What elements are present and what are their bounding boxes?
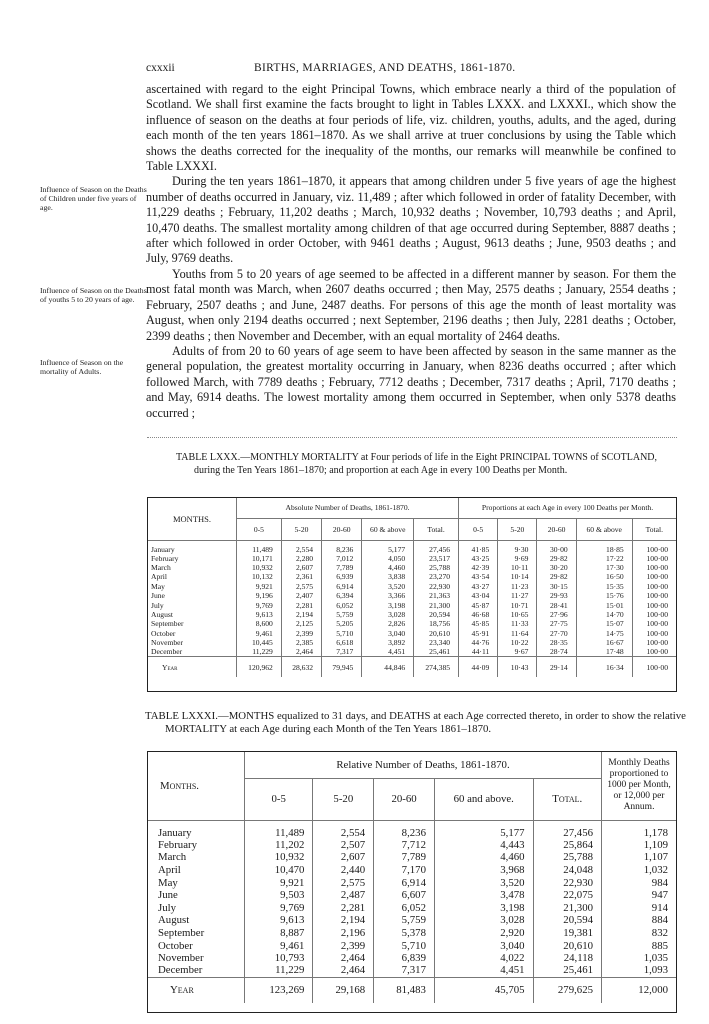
table81-col-header: 0-5 [245, 778, 313, 820]
table-cell: 9·69 [498, 554, 537, 563]
running-header [146, 62, 676, 78]
table-cell: 10,171 [237, 554, 282, 563]
table-cell: 2,464 [281, 647, 321, 657]
total-cell: 44,846 [362, 657, 414, 677]
table-cell: 27,456 [414, 540, 459, 554]
total-cell: 81,483 [374, 977, 435, 1003]
table-cell: 9,503 [245, 889, 313, 902]
table-cell: 30·15 [537, 582, 576, 591]
table-row [148, 914, 676, 927]
table-cell: 11,229 [237, 647, 282, 657]
table80-col-header: 5-20 [498, 518, 537, 540]
table-row [148, 901, 676, 914]
table-cell: 2,575 [313, 876, 374, 889]
table-cell: 8,600 [237, 619, 282, 628]
table-cell: 1,032 [602, 864, 677, 877]
table-cell: 947 [602, 889, 677, 902]
table-row [148, 889, 676, 902]
table-cell: 10·65 [498, 610, 537, 619]
total-cell: 28,632 [281, 657, 321, 677]
table-cell: 3,028 [434, 914, 533, 927]
table-cell: 4,460 [434, 851, 533, 864]
table-cell: 3,520 [362, 582, 414, 591]
table-cell: 4,443 [434, 839, 533, 852]
table-cell: 3,198 [434, 901, 533, 914]
table-row [148, 619, 676, 628]
page-number: cxxxii [146, 62, 175, 74]
table-row [148, 964, 676, 977]
table-cell: 5,710 [374, 939, 435, 952]
table81-grid [148, 752, 676, 1003]
table-cell: 24,048 [533, 864, 601, 877]
table-cell: 30·00 [537, 540, 576, 554]
table-cell: 4,460 [362, 563, 414, 572]
table-cell: 6,939 [322, 572, 362, 581]
table-cell: 8,887 [245, 927, 313, 940]
total-cell: 12,000 [602, 977, 677, 1003]
table-cell: 884 [602, 914, 677, 927]
table-cell: 5,710 [322, 629, 362, 638]
table-cell: 11·27 [498, 591, 537, 600]
table-cell: 885 [602, 939, 677, 952]
table-cell: 16·67 [576, 638, 632, 647]
table-cell: 6,607 [374, 889, 435, 902]
running-title: BIRTHS, MARRIAGES, AND DEATHS, 1861-1870. [254, 62, 516, 74]
table-cell: 9,921 [237, 582, 282, 591]
table-cell: 23,270 [414, 572, 459, 581]
table-cell: 2,440 [313, 864, 374, 877]
table-row [148, 610, 676, 619]
row-label: September [158, 926, 205, 939]
table-cell: 27·70 [537, 629, 576, 638]
table-cell: 10,932 [237, 563, 282, 572]
table-cell: 5,759 [322, 610, 362, 619]
table-cell: 984 [602, 876, 677, 889]
table81-col-header: 5-20 [313, 778, 374, 820]
table-cell: 9·67 [498, 647, 537, 657]
table80-col-header: 0-5 [237, 518, 282, 540]
table-cell: 27·96 [537, 610, 576, 619]
table-row [148, 554, 676, 563]
table-cell: 7,170 [374, 864, 435, 877]
table-cell: 10,470 [245, 864, 313, 877]
table-cell: 42·39 [459, 563, 498, 572]
table-cell: 100·00 [632, 647, 676, 657]
table-cell: 6,394 [322, 591, 362, 600]
row-label: March [158, 851, 187, 864]
table-cell: 100·00 [632, 563, 676, 572]
table-cell: 2,575 [281, 582, 321, 591]
table-cell: 2,554 [281, 540, 321, 554]
table-cell: 43·25 [459, 554, 498, 563]
table-cell: 2,361 [281, 572, 321, 581]
total-label: Year [148, 657, 237, 677]
table80-group-abs: Absolute Number of Deaths, 1861-1870. [237, 498, 459, 518]
row-label: February [151, 553, 179, 563]
table-cell: 16·50 [576, 572, 632, 581]
table-cell: 17·30 [576, 563, 632, 572]
table-cell: 3,028 [362, 610, 414, 619]
table-cell: 20,594 [414, 610, 459, 619]
table-cell: 25,788 [533, 851, 601, 864]
paragraph: ascertained with regard to the eight Principal Towns, which embrace nearly a third of the population of Scotland. We shall first examine the facts brought to light in Tables LXXX. and LXXXI., which show the influence of season on the deaths at four periods of life, viz. children, youths, adults, and the aged, during each month of the ten years 1861–1870. As we shall arrive at truer conclusions by using the Table which shows the deaths corrected for the inequality of the months, our remarks will meanwhile be confined to Table LXXXI. [146, 82, 676, 174]
paragraph: Adults of from 20 to 60 years of age seem to have been affected by season in the same manner as the general population, the greatest mortality occurring in January, when 8236 deaths occurred ; after which followed March, with 7789 deaths ; February, 7712 deaths ; December, 7317 deaths ; April, 7170 deaths ; and May, 6914 deaths. The lowest mortality among them occurred in September, when only 5378 deaths occurred ; [146, 343, 676, 420]
table-cell: 4,451 [434, 964, 533, 977]
table-cell: 43·04 [459, 591, 498, 600]
table-cell: 2,826 [362, 619, 414, 628]
table-row [148, 820, 676, 839]
table-cell: 2,196 [313, 927, 374, 940]
table-row [148, 629, 676, 638]
table81-col-header: 60 and above. [434, 778, 533, 820]
table-cell: 3,040 [362, 629, 414, 638]
table-cell: 9,769 [245, 901, 313, 914]
table-cell: 1,107 [602, 851, 677, 864]
table-cell: 23,340 [414, 638, 459, 647]
table-cell: 6,914 [322, 582, 362, 591]
table80-col-header: 0-5 [459, 518, 498, 540]
table80-group-prop: Proportions at each Age in every 100 Deaths per Month. [459, 498, 676, 518]
table80-grid [148, 498, 676, 677]
section-divider [147, 437, 677, 438]
table-cell: 22,930 [414, 582, 459, 591]
table-cell: 9,613 [237, 610, 282, 619]
sidenote-adults: Influence of Season on the mortality of Adults. [40, 358, 124, 376]
table-row [148, 939, 676, 952]
table-cell: 20,610 [414, 629, 459, 638]
table-cell: 19,381 [533, 927, 601, 940]
row-label: November [158, 952, 204, 965]
table-cell: 29·93 [537, 591, 576, 600]
paragraph: During the ten years 1861–1870, it appears that among children under 5 five years of age the highest number of deaths occurred in January, viz. 11,489 ; after which followed in order of fatality December, with 11,229 deaths ; February, 11,202 deaths ; March, 10,932 deaths ; November, 10,793 deaths ; and April, 10,470 deaths. The smallest mortality among children of that age occurred during September, 8887 deaths ; after which followed in order October, with 9461 deaths ; August, 9613 deaths ; June, 9503 deaths ; and July, 9769 deaths. [146, 174, 676, 266]
table80-col-header: 20-60 [537, 518, 576, 540]
table-cell: 15·07 [576, 619, 632, 628]
table-cell: 2,554 [313, 820, 374, 839]
table-row [148, 572, 676, 581]
table-cell: 2,920 [434, 927, 533, 940]
table-cell: 14·70 [576, 610, 632, 619]
row-label: May [158, 876, 178, 889]
table-cell: 2,464 [313, 952, 374, 965]
table-cell: 10,793 [245, 952, 313, 965]
table-cell: 100·00 [632, 600, 676, 609]
table-row [148, 600, 676, 609]
table-cell: 8,236 [374, 820, 435, 839]
table-cell: 2,280 [281, 554, 321, 563]
table-row [148, 876, 676, 889]
table-row [148, 864, 676, 877]
table-cell: 3,892 [362, 638, 414, 647]
table-cell: 100·00 [632, 629, 676, 638]
table-cell: 22,930 [533, 876, 601, 889]
table-cell: 28·41 [537, 600, 576, 609]
table80-col-header: 60 & above [362, 518, 414, 540]
table-cell: 10·14 [498, 572, 537, 581]
table-cell: 11,489 [245, 820, 313, 839]
table-cell: 20,594 [533, 914, 601, 927]
table-cell: 11·33 [498, 619, 537, 628]
row-label: December [151, 647, 183, 657]
table-cell: 7,789 [322, 563, 362, 572]
table-cell: 3,478 [434, 889, 533, 902]
table-cell: 11,229 [245, 964, 313, 977]
table-cell: 5,759 [374, 914, 435, 927]
table-cell: 18·85 [576, 540, 632, 554]
table81-group: Relative Number of Deaths, 1861-1870. [245, 752, 602, 778]
row-label: January [158, 826, 192, 839]
table-cell: 6,839 [374, 952, 435, 965]
table-cell: 100·00 [632, 540, 676, 554]
table-cell: 10·11 [498, 563, 537, 572]
row-label: July [151, 600, 164, 610]
table-cell: 1,035 [602, 952, 677, 965]
table80-caption: TABLE LXXX.—MONTHLY MORTALITY at Four periods of life in the Eight PRINCIPAL TOWNS of SCOTLAND, during the Ten Years 1861–1870; and proportion at each Age in every 100 Deaths per Month. [176, 452, 658, 476]
table-cell: 43·27 [459, 582, 498, 591]
table-row [148, 839, 676, 852]
table-row [148, 591, 676, 600]
table-cell: 27·75 [537, 619, 576, 628]
total-cell: 29·14 [537, 657, 576, 677]
table-cell: 8,236 [322, 540, 362, 554]
table-cell: 27,456 [533, 820, 601, 839]
table-cell: 10,932 [245, 851, 313, 864]
row-label: May [151, 581, 165, 591]
table-cell: 44·76 [459, 638, 498, 647]
table-cell: 6,914 [374, 876, 435, 889]
total-cell: 279,625 [533, 977, 601, 1003]
table-row [148, 952, 676, 965]
table-cell: 9,461 [237, 629, 282, 638]
table-cell: 17·22 [576, 554, 632, 563]
table-cell: 46·68 [459, 610, 498, 619]
table-cell: 7,317 [322, 647, 362, 657]
table-cell: 3,838 [362, 572, 414, 581]
row-label: February [158, 838, 197, 851]
total-cell: 10·43 [498, 657, 537, 677]
table-row [148, 563, 676, 572]
table-cell: 9,196 [237, 591, 282, 600]
row-label: December [158, 964, 203, 977]
table80-col-header: Total. [632, 518, 676, 540]
table-cell: 30·20 [537, 563, 576, 572]
table-cell: 2,464 [313, 964, 374, 977]
table-cell: 1,109 [602, 839, 677, 852]
table-row [148, 540, 676, 554]
table-cell: 5,205 [322, 619, 362, 628]
table-cell: 4,022 [434, 952, 533, 965]
table-cell: 6,618 [322, 638, 362, 647]
row-label: June [151, 591, 165, 601]
table-cell: 2,607 [313, 851, 374, 864]
table-row [148, 638, 676, 647]
table-cell: 28·35 [537, 638, 576, 647]
table-cell: 6,052 [374, 901, 435, 914]
table-cell: 25,864 [533, 839, 601, 852]
table-cell: 21,300 [414, 600, 459, 609]
table-cell: 3,366 [362, 591, 414, 600]
table-cell: 22,075 [533, 889, 601, 902]
table-cell: 25,461 [533, 964, 601, 977]
table-row [148, 927, 676, 940]
row-label: October [158, 939, 193, 952]
total-cell: 45,705 [434, 977, 533, 1003]
table-cell: 21,300 [533, 901, 601, 914]
total-cell: 16·34 [576, 657, 632, 677]
table-cell: 29·82 [537, 554, 576, 563]
table-cell: 18,756 [414, 619, 459, 628]
table-cell: 2,407 [281, 591, 321, 600]
table-cell: 2,507 [313, 839, 374, 852]
row-label: November [151, 638, 184, 648]
table-cell: 832 [602, 927, 677, 940]
table-cell: 7,317 [374, 964, 435, 977]
table-cell: 2,385 [281, 638, 321, 647]
table-cell: 17·48 [576, 647, 632, 657]
table-row [148, 647, 676, 657]
table-cell: 5,177 [434, 820, 533, 839]
table-cell: 1,178 [602, 820, 677, 839]
total-cell: 274,385 [414, 657, 459, 677]
total-label: Year [148, 977, 245, 1003]
table-cell: 29·82 [537, 572, 576, 581]
table81-col-header: 20-60 [374, 778, 435, 820]
table81 [147, 751, 677, 1013]
table-cell: 2,399 [281, 629, 321, 638]
table-cell: 11·23 [498, 582, 537, 591]
row-label: April [158, 863, 181, 876]
row-label: April [151, 572, 168, 582]
table-cell: 2,281 [281, 600, 321, 609]
table-cell: 44·11 [459, 647, 498, 657]
table-row [148, 851, 676, 864]
row-label: September [151, 619, 184, 629]
table-total-row [148, 977, 676, 1003]
row-label: July [158, 901, 176, 914]
table81-months-header: Months. [148, 752, 245, 820]
table80-col-header: 5-20 [281, 518, 321, 540]
table-cell: 15·01 [576, 600, 632, 609]
table-cell: 3,968 [434, 864, 533, 877]
table-cell: 2,125 [281, 619, 321, 628]
table-cell: 11,489 [237, 540, 282, 554]
table-cell: 45·87 [459, 600, 498, 609]
table81-caption: TABLE LXXXI.—MONTHS equalized to 31 days, and DEATHS at each Age corrected thereto, in order to show the relative MORTALITY at each Age during each Month of the Ten Years 1861–1870. [145, 710, 686, 735]
table80-col-header: 60 & above [576, 518, 632, 540]
total-cell: 120,962 [237, 657, 282, 677]
table81-last-col: Monthly Deaths proportioned to 1000 per Month, or 12,000 per Annum. [602, 752, 677, 820]
paragraph: Youths from 5 to 20 years of age seemed to be affected in a different manner by season. For them the most fatal month was March, when 2607 deaths occurred ; then May, 2575 deaths ; January, 2554 deaths ; February, 2507 deaths ; and June, 2487 deaths. For persons of this age the month of least mortality was August, when only 2194 deaths occurred ; next September, 2196 deaths ; then July, 2281 deaths ; October, 2399 deaths ; then November and December, with an equal mortality of 2464 deaths. [146, 266, 676, 343]
table-cell: 5,378 [374, 927, 435, 940]
table-cell: 25,788 [414, 563, 459, 572]
table-cell: 15·76 [576, 591, 632, 600]
table-cell: 3,040 [434, 939, 533, 952]
table80-col-header: Total. [414, 518, 459, 540]
table-cell: 7,789 [374, 851, 435, 864]
table-cell: 28·74 [537, 647, 576, 657]
row-label: August [151, 610, 173, 620]
total-cell: 29,168 [313, 977, 374, 1003]
table-cell: 5,177 [362, 540, 414, 554]
table-cell: 100·00 [632, 572, 676, 581]
table-cell: 41·85 [459, 540, 498, 554]
table-cell: 100·00 [632, 638, 676, 647]
table-cell: 100·00 [632, 582, 676, 591]
table-cell: 4,050 [362, 554, 414, 563]
body-text [146, 82, 676, 421]
table-cell: 2,399 [313, 939, 374, 952]
total-cell: 44·09 [459, 657, 498, 677]
row-label: January [151, 544, 175, 554]
table-cell: 10,445 [237, 638, 282, 647]
table-cell: 3,198 [362, 600, 414, 609]
table-cell: 7,012 [322, 554, 362, 563]
table81-col-header: Total. [533, 778, 601, 820]
table-cell: 2,194 [313, 914, 374, 927]
table-cell: 9,461 [245, 939, 313, 952]
table-cell: 100·00 [632, 610, 676, 619]
table-cell: 914 [602, 901, 677, 914]
table-cell: 11,202 [245, 839, 313, 852]
table-cell: 3,520 [434, 876, 533, 889]
table-row [148, 582, 676, 591]
sidenote-children: Influence of Season on the Deaths of Children under five years of age. [40, 185, 147, 212]
table-cell: 2,281 [313, 901, 374, 914]
total-cell: 79,945 [322, 657, 362, 677]
table-cell: 2,487 [313, 889, 374, 902]
table80-col-header: 20-60 [322, 518, 362, 540]
table-cell: 20,610 [533, 939, 601, 952]
table-cell: 9·30 [498, 540, 537, 554]
table-cell: 100·00 [632, 619, 676, 628]
row-label: August [158, 914, 190, 927]
table-cell: 9,769 [237, 600, 282, 609]
table-cell: 6,052 [322, 600, 362, 609]
table-cell: 25,461 [414, 647, 459, 657]
table-cell: 7,712 [374, 839, 435, 852]
table-cell: 45·85 [459, 619, 498, 628]
table-cell: 10,132 [237, 572, 282, 581]
table-cell: 10·22 [498, 638, 537, 647]
total-cell: 123,269 [245, 977, 313, 1003]
table-cell: 15·35 [576, 582, 632, 591]
table-cell: 2,194 [281, 610, 321, 619]
table-cell: 21,363 [414, 591, 459, 600]
total-cell: 100·00 [632, 657, 676, 677]
table-total-row [148, 657, 676, 677]
table-cell: 100·00 [632, 591, 676, 600]
table-cell: 43·54 [459, 572, 498, 581]
sidenote-youths: Influence of Season on the Deaths of youths 5 to 20 years of age. [40, 286, 147, 304]
table-cell: 24,118 [533, 952, 601, 965]
table-cell: 9,921 [245, 876, 313, 889]
row-label: June [158, 889, 178, 902]
table-cell: 4,451 [362, 647, 414, 657]
row-label: March [151, 563, 171, 573]
table80 [147, 497, 677, 692]
table-cell: 11·64 [498, 629, 537, 638]
table-cell: 45·91 [459, 629, 498, 638]
table-cell: 10·71 [498, 600, 537, 609]
table-cell: 23,517 [414, 554, 459, 563]
table-cell: 9,613 [245, 914, 313, 927]
table80-months-header: MONTHS. [148, 498, 237, 540]
row-label: October [151, 628, 176, 638]
table-cell: 14·75 [576, 629, 632, 638]
table-cell: 2,607 [281, 563, 321, 572]
table-cell: 100·00 [632, 554, 676, 563]
table-cell: 1,093 [602, 964, 677, 977]
